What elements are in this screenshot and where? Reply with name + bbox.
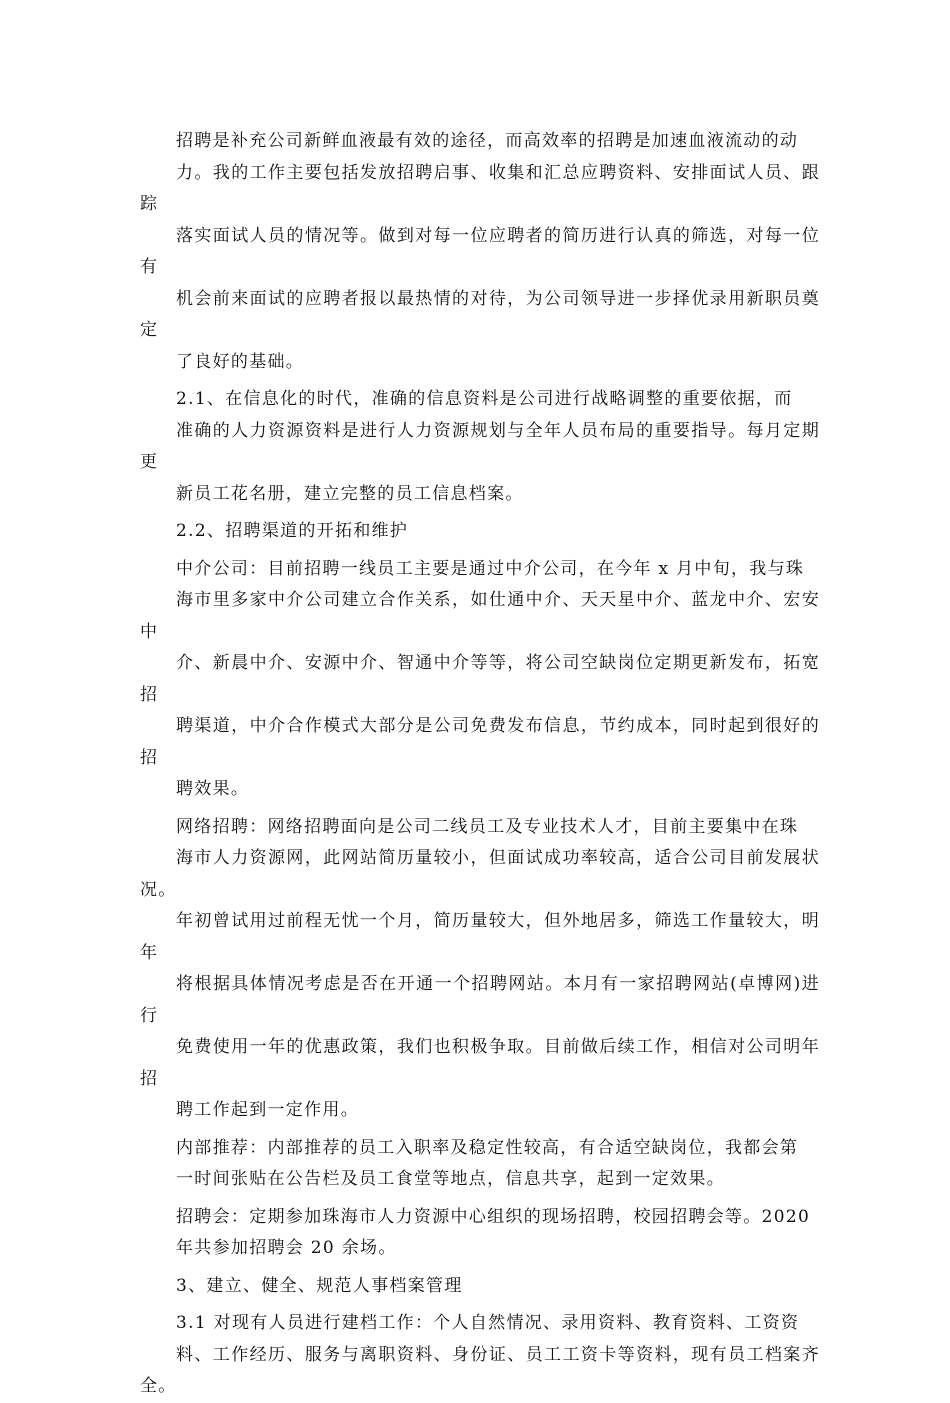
text-line: 2.1、在信息化的时代，准确的信息资料是公司进行战略调整的重要依据，而 bbox=[176, 389, 793, 409]
text-line: 3、建立、健全、规范人事档案管理 bbox=[176, 1275, 463, 1296]
paragraph bbox=[140, 1202, 820, 1265]
text-line: 一时间张贴在公告栏及员工食堂等地点，信息共享，起到一定效果。 bbox=[176, 1169, 725, 1189]
paragraph bbox=[140, 812, 820, 1127]
text-line: 中介公司：目前招聘一线员工主要是通过中介公司，在今年 x 月中旬，我与珠 bbox=[176, 558, 805, 579]
text-line: 新员工花名册，建立完整的员工信息档案。 bbox=[176, 483, 524, 504]
paragraph bbox=[140, 1308, 820, 1403]
text-line: 聘工作起到一定作用。 bbox=[176, 1100, 359, 1120]
text-line: 了良好的基础。 bbox=[176, 351, 305, 372]
text-line: 2.2、招聘渠道的开拓和维护 bbox=[176, 521, 409, 541]
text-line: 招聘是补充公司新鲜血液最有效的途径，而高效率的招聘是加速血液流动的动 bbox=[176, 131, 799, 151]
paragraph bbox=[140, 1271, 820, 1303]
text-line: 聘效果。 bbox=[176, 779, 250, 799]
paragraph bbox=[140, 554, 820, 806]
text-line: 机会前来面试的应聘者报以最热情的对待，为公司领导进一步择优录用新职员奠定 bbox=[140, 288, 820, 340]
text-line: 内部推荐：内部推荐的员工入职率及稳定性较高，有合适空缺岗位，我都会第 bbox=[176, 1137, 799, 1158]
paragraph bbox=[140, 384, 820, 510]
text-line: 介、新晨中介、安源中介、智通中介等等，将公司空缺岗位定期更新发布，拓宽招 bbox=[140, 653, 820, 705]
paragraph bbox=[140, 516, 820, 548]
text-line: 聘渠道，中介合作模式大部分是公司免费发布信息，节约成本，同时起到很好的招 bbox=[140, 716, 820, 768]
text-line: 网络招聘：网络招聘面向是公司二线员工及专业技术人才，目前主要集中在珠 bbox=[176, 816, 799, 837]
text-line: 将根据具体情况考虑是否在开通一个招聘网站。本月有一家招聘网站(卓博网)进行 bbox=[140, 974, 820, 1026]
text-line: 料、工作经历、服务与离职资料、身份证、员工工资卡等资料，现有员工档案齐全。 bbox=[140, 1344, 820, 1396]
text-line: 年初曾试用过前程无忧一个月，简历量较大，但外地居多，筛选工作量较大，明年 bbox=[140, 911, 820, 963]
text-line: 免费使用一年的优惠政策，我们也积极争取。目前做后续工作，相信对公司明年招 bbox=[140, 1037, 820, 1089]
text-line: 年共参加招聘会 20 余场。 bbox=[176, 1238, 397, 1258]
text-line: 海市里多家中介公司建立合作关系，如仕通中介、天天星中介、蓝龙中介、宏安中 bbox=[140, 590, 820, 642]
text-line: 力。我的工作主要包括发放招聘启事、收集和汇总应聘资料、安排面试人员、跟踪 bbox=[140, 162, 820, 214]
text-line: 海市人力资源网，此网站简历量较小，但面试成功率较高，适合公司目前发展状况。 bbox=[140, 848, 820, 900]
text-line: 落实面试人员的情况等。做到对每一位应聘者的简历进行认真的筛选，对每一位有 bbox=[140, 225, 820, 277]
paragraph bbox=[140, 1133, 820, 1196]
text-line: 招聘会：定期参加珠海市人力资源中心组织的现场招聘，校园招聘会等。2020 bbox=[176, 1206, 811, 1227]
text-line: 3.1 对现有人员进行建档工作：个人自然情况、录用资料、教育资料、工资资 bbox=[176, 1313, 800, 1333]
text-line: 准确的人力资源资料是进行人力资源规划与全年人员布局的重要指导。每月定期更 bbox=[140, 420, 820, 472]
paragraph bbox=[140, 126, 820, 378]
